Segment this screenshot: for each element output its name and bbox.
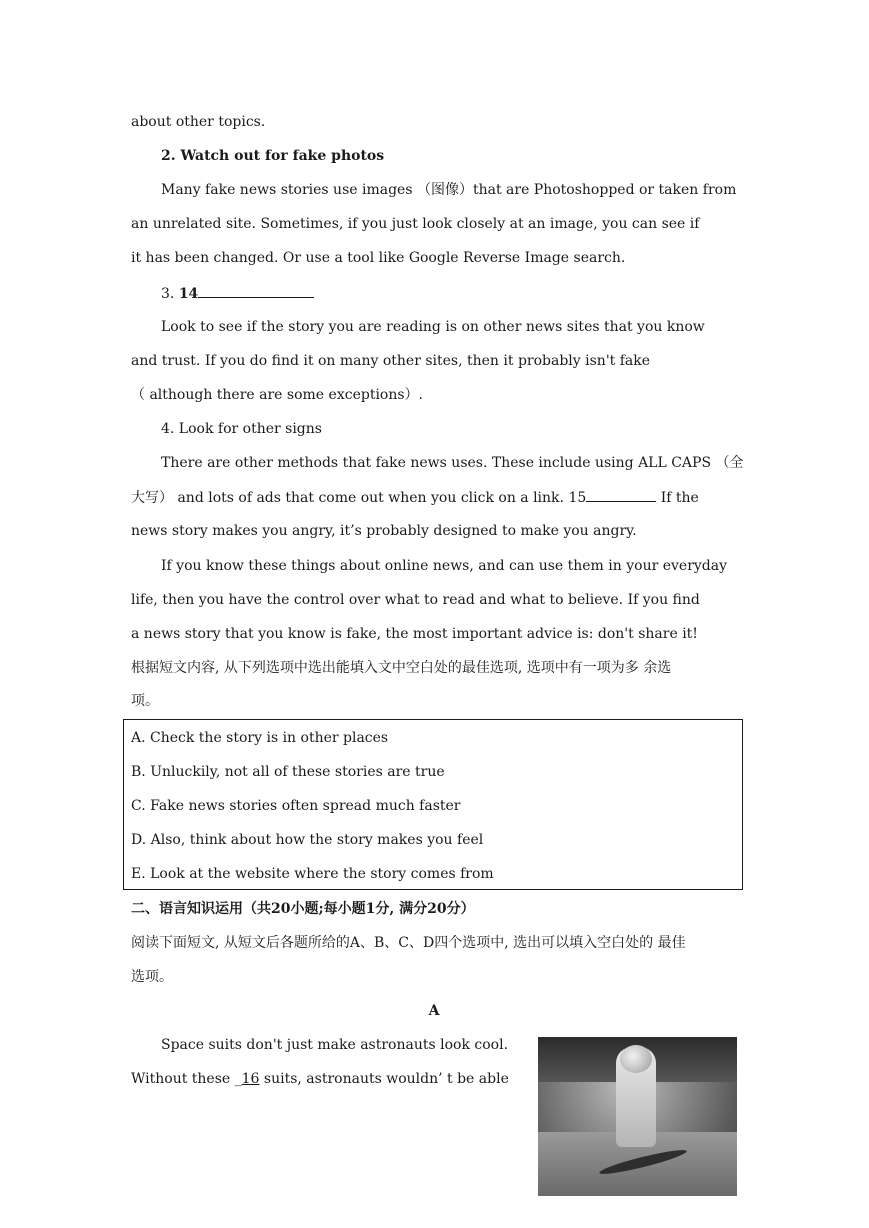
option-d: D. Also, think about how the story makes you feel (131, 832, 484, 848)
section-heading-4: 4. Look for other signs (161, 421, 322, 437)
paragraph-line: life, then you have the control over what to read and what to believe. If you find (131, 592, 700, 608)
option-b: B. Unluckily, not all of these stories are true (131, 764, 445, 780)
paragraph-line: news story makes you angry, it’s probably designed to make you angry. (131, 523, 637, 539)
paragraph-line: If you know these things about online news, and can use them in your everyday (161, 558, 728, 574)
text-run: Without these _ (131, 1071, 242, 1087)
paragraph-line: Space suits don't just make astronauts look cool. (161, 1037, 509, 1053)
passage-title: A (428, 1003, 440, 1019)
paragraph-line (131, 1069, 509, 1089)
blank-number-16: 16 (241, 1071, 260, 1087)
instruction-line: 根据短文内容, 从下列选项中选出能填入文中空白处的最佳选项, 选项中有一项为多 余选 (131, 660, 672, 676)
section-heading: 二、语言知识运用（共20小题;每小题1分, 满分20分） (131, 901, 475, 917)
options-box (123, 719, 743, 890)
paragraph-line: There are other methods that fake news uses. These include using ALL CAPS （全 (161, 455, 744, 471)
blank-number-14: 14 (178, 286, 199, 302)
text-run: If the (656, 490, 699, 506)
option-e: E. Look at the website where the story comes from (131, 866, 494, 882)
paragraph-line: Look to see if the story you are reading is on other news sites that you know (161, 319, 705, 335)
option-c: C. Fake news stories often spread much faster (131, 798, 461, 814)
instruction-line: 阅读下面短文, 从短文后各题所给的A、B、C、D四个选项中, 选出可以填入空白处的 最佳 (131, 935, 686, 951)
paragraph-line (131, 487, 699, 508)
paragraph-line: Many fake news stories use images （图像）that are Photoshopped or taken from (161, 182, 737, 198)
instruction-line: 项。 (131, 693, 159, 709)
heading-number: 3. (161, 286, 175, 302)
paragraph-line: about other topics. (131, 114, 266, 130)
astronaut-photo-icon (538, 1037, 737, 1196)
option-a: A. Check the story is in other places (131, 730, 389, 746)
paragraph-line: a news story that you know is fake, the most important advice is: don't share it! (131, 626, 698, 642)
text-run: 大写） and lots of ads that come out when you click on a link. 15 (131, 490, 587, 506)
section-heading-2: 2. Watch out for fake photos (161, 148, 385, 164)
paragraph-line: （ although there are some exceptions）. (131, 387, 423, 403)
instruction-line: 选项。 (131, 969, 173, 985)
text-run: suits, astronauts wouldn’ t be able (259, 1071, 509, 1087)
answer-blank (586, 487, 656, 502)
paragraph-line: it has been changed. Or use a tool like Google Reverse Image search. (131, 250, 626, 266)
paragraph-line: an unrelated site. Sometimes, if you just look closely at an image, you can see if (131, 216, 700, 232)
paragraph-line: and trust. If you do find it on many other sites, then it probably isn't fake (131, 353, 651, 369)
section-heading-3 (161, 283, 314, 304)
answer-blank (198, 283, 314, 298)
